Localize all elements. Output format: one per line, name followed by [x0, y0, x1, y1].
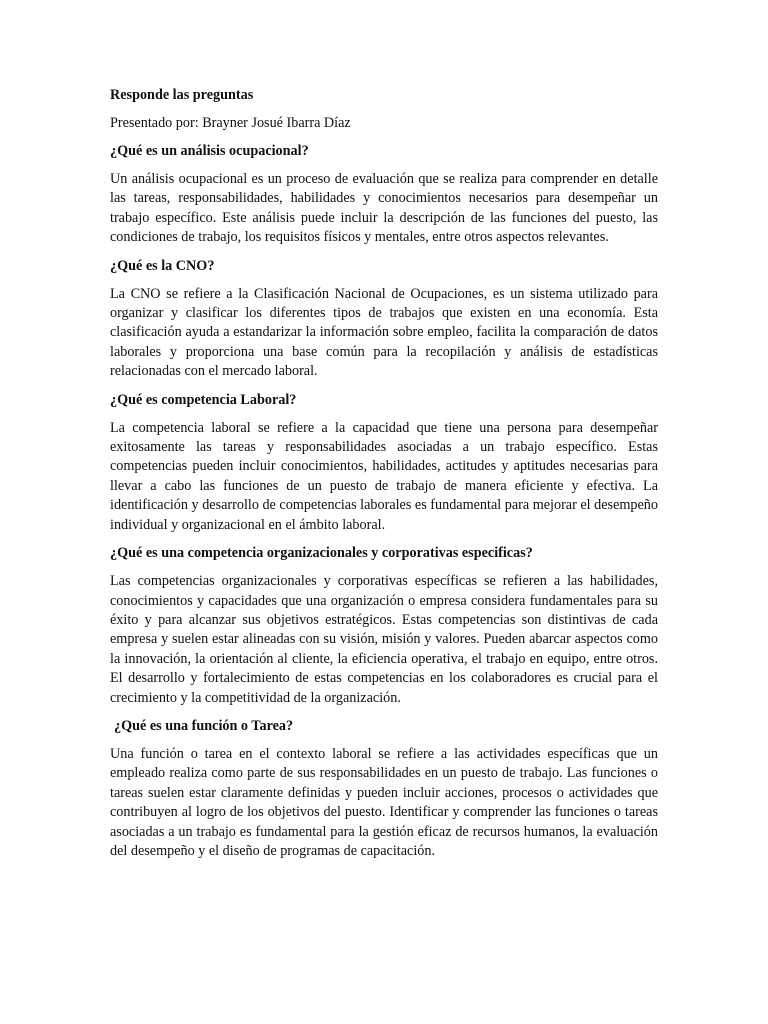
section-organizational-competencies: [110, 544, 658, 708]
question-heading: ¿Qué es competencia Laboral?: [110, 391, 297, 408]
answer-paragraph: Las competencias organizacionales y corporativas específicas se refieren a las habilidades, conocimientos y capacidades que una organización o empresa considera fundamentales para su éxito y para alcanzar sus objetivos estratégicos. Estas competencias son distintivas de cada empresa y suelen estar alineadas con su visión, misión y valores. Pueden abarcar aspectos como la innovación, la orientación al cliente, la eficiencia operativa, el trabajo en equipo, entre otros. El desarrollo y fortalecimiento de estas competencias en los colaboradores es crucial para el crecimiento y la competitividad de la organización.: [110, 573, 658, 706]
question-heading: ¿Qué es un análisis ocupacional?: [110, 143, 309, 159]
question-heading: ¿Qué es la CNO?: [110, 257, 215, 274]
author-line: Presentado por: Brayner Josué Ibarra Díaz: [110, 115, 351, 131]
answer-paragraph: La competencia laboral se refiere a la capacidad que tiene una persona para desempeñar exitosamente las tareas y responsabilidades asociadas a un trabajo específico. Estas competencias pueden incluir conocimientos, habilidades, actitudes y aptitudes necesarias para llevar a cabo las funciones de un puesto de trabajo de manera eficiente y efectiva. La identificación y desarrollo de competencias laborales es fundamental para mejorar el desempeño individual y organizacional en el ámbito laboral.: [110, 419, 658, 533]
section-function-or-task: [110, 717, 658, 861]
section-labor-competence: [110, 391, 658, 535]
answer-paragraph: La CNO se refiere a la Clasificación Nacional de Ocupaciones, es un sistema utilizado para organizar y clasificar los diferentes tipos de trabajos que existen en una economía. Esta clasificación ayuda a estandarizar la información sobre empleo, facilita la comparación de datos laborales y proporciona una base común para la recopilación y análisis de estadísticas relacionadas con el mercado laboral.: [110, 285, 658, 380]
answer-paragraph: Un análisis ocupacional es un proceso de evaluación que se realiza para comprender en detalle las tareas, responsabilidades, habilidades y conocimientos necesarios para desempeñar un trabajo específico. Este análisis puede incluir la descripción de las funciones del puesto, las condiciones de trabajo, los requisitos físicos y mentales, entre otros aspectos relevantes.: [110, 171, 658, 246]
section-occupational-analysis: [110, 142, 658, 248]
section-cno: [110, 257, 658, 382]
answer-paragraph: Una función o tarea en el contexto laboral se refiere a las actividades específicas que un empleado realiza como parte de sus responsabilidades en un puesto de trabajo. Las funciones o tareas suelen estar claramente definidas y pueden incluir acciones, procesos o actividades que contribuyen al logro de los objetivos del puesto. Identificar y comprender las funciones o tareas asociadas a un trabajo es fundamental para la gestión eficaz de recursos humanos, la evaluación del desempeño y el diseño de programas de capacitación.: [110, 745, 658, 859]
document-title: Responde las preguntas: [110, 87, 254, 103]
question-heading: ¿Qué es una función o Tarea?: [114, 717, 294, 734]
document-page: [110, 86, 658, 870]
question-heading: ¿Qué es una competencia organizacionales y corporativas especificas?: [110, 545, 533, 562]
